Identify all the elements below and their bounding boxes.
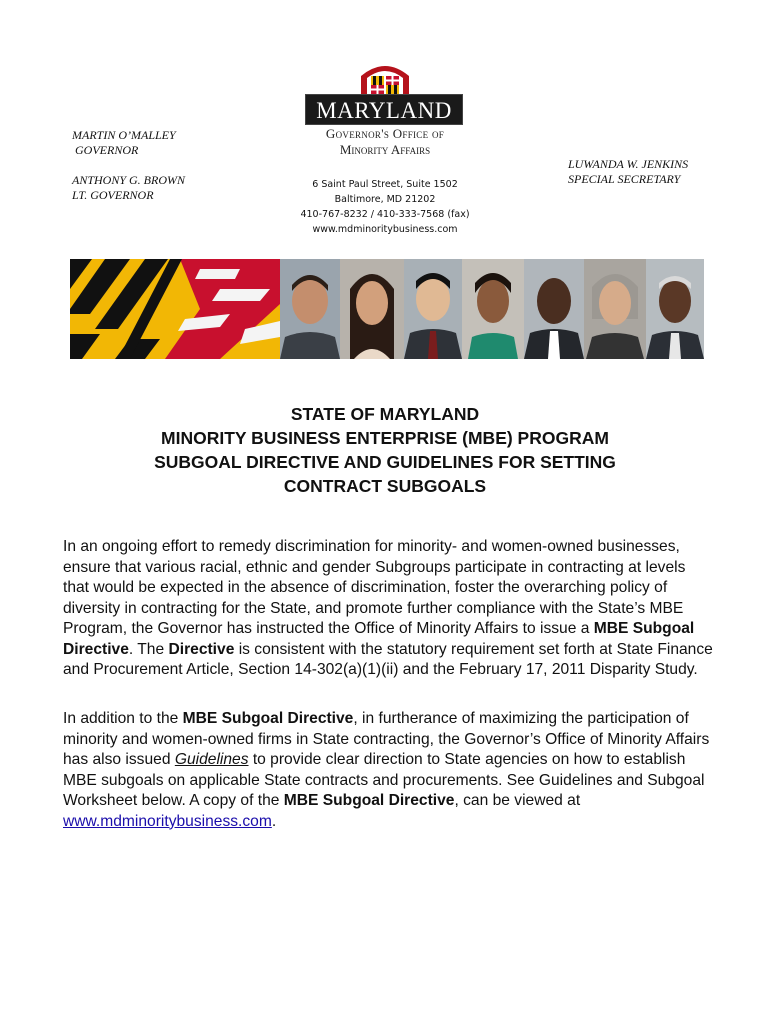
title-line-3: SUBGOAL DIRECTIVE AND GUIDELINES FOR SETTING bbox=[154, 452, 616, 472]
guidelines-link[interactable]: Guidelines bbox=[174, 751, 249, 768]
p2-text-1: In addition to the bbox=[63, 710, 183, 727]
p1-bold-directive: MBE Subgoal Directive bbox=[63, 620, 695, 658]
p1-bold-directive-2: Directive bbox=[168, 640, 235, 658]
p2-text-5: . bbox=[271, 812, 277, 830]
p2-text-3: to provide clear direction to State agencies on how to establish MBE subgoals on applicable State contracts and procurements. See Guidelines and Subgoal Worksheet below. A copy of the bbox=[63, 751, 705, 809]
lt-governor-title: LT. GOVERNOR bbox=[72, 188, 154, 202]
p1-text-3: is consistent with the statutory requirement set forth at State Finance and Procurement Article, Section 14-302(a)(1)(ii) and the February 17, 2011 Disparity Study. bbox=[63, 640, 713, 678]
lt-governor-block bbox=[72, 173, 185, 203]
office-name-line1: Governor's Office of bbox=[325, 126, 445, 141]
portrait-7-image bbox=[646, 259, 704, 359]
portrait-4-image bbox=[462, 259, 524, 359]
guidelines-paragraph bbox=[63, 709, 713, 832]
governor-block bbox=[72, 128, 176, 158]
intro-paragraph bbox=[63, 537, 713, 681]
title-line-1: STATE OF MARYLAND bbox=[290, 404, 480, 424]
address-phone: 410-767-8232 / 410-333-7568 (fax) bbox=[300, 209, 470, 220]
address-city: Baltimore, MD 21202 bbox=[334, 194, 436, 205]
address-web: www.mdminoritybusiness.com bbox=[312, 224, 458, 235]
p2-text-2: , in furtherance of maximizing the participation of minority and women-owned firms in State contracting, the Governor’s Office of Minority Affairs has also issued bbox=[63, 710, 710, 768]
office-address bbox=[290, 177, 480, 237]
portrait-6-image bbox=[584, 259, 646, 359]
portrait-5-image bbox=[524, 259, 584, 359]
portrait-3-image bbox=[404, 259, 462, 359]
p1-text-1: In an ongoing effort to remedy discrimination for minority- and women-owned businesses, ensure that various racial, ethnic and gender Subgroups participate in contracting at levels that would be expected in the absence of discrimination, foster the overarching policy of diversity in contracting for the State, and promote further compliance with the State’s MBE Program, the Governor has instructed the Office of Minority Affairs to issue a bbox=[63, 538, 686, 637]
p2-bold-directive: MBE Subgoal Directive bbox=[182, 710, 354, 727]
portrait-1-image bbox=[280, 259, 340, 359]
maryland-flag-image bbox=[70, 259, 280, 359]
flag-and-portraits-banner bbox=[70, 259, 704, 359]
office-name bbox=[290, 126, 480, 158]
maryland-seal-icon bbox=[357, 62, 413, 96]
p1-text-2: . The bbox=[128, 640, 169, 658]
p2-text-4: , can be viewed at bbox=[454, 792, 581, 809]
portrait-2-image bbox=[340, 259, 404, 359]
title-line-4: CONTRACT SUBGOALS bbox=[283, 476, 487, 496]
document-title bbox=[80, 402, 690, 498]
lt-governor-name: ANTHONY G. BROWN bbox=[72, 173, 186, 187]
maryland-wordmark-logo: MARYLAND bbox=[305, 94, 463, 125]
title-line-2: MINORITY BUSINESS ENTERPRISE (MBE) PROGRAM bbox=[161, 428, 609, 448]
governor-title: GOVERNOR bbox=[75, 143, 139, 157]
special-secretary-name: LUWANDA W. JENKINS bbox=[568, 157, 689, 171]
special-secretary-title: SPECIAL SECRETARY bbox=[568, 172, 681, 186]
website-link[interactable]: www.mdminoritybusiness.com bbox=[63, 812, 272, 830]
governor-name: MARTIN O’MALLEY bbox=[72, 128, 176, 142]
p2-bold-directive-2: MBE Subgoal Directive bbox=[283, 792, 455, 809]
special-secretary-block bbox=[568, 157, 688, 187]
address-street: 6 Saint Paul Street, Suite 1502 bbox=[312, 179, 458, 190]
office-name-line2: Minority Affairs bbox=[339, 142, 431, 157]
